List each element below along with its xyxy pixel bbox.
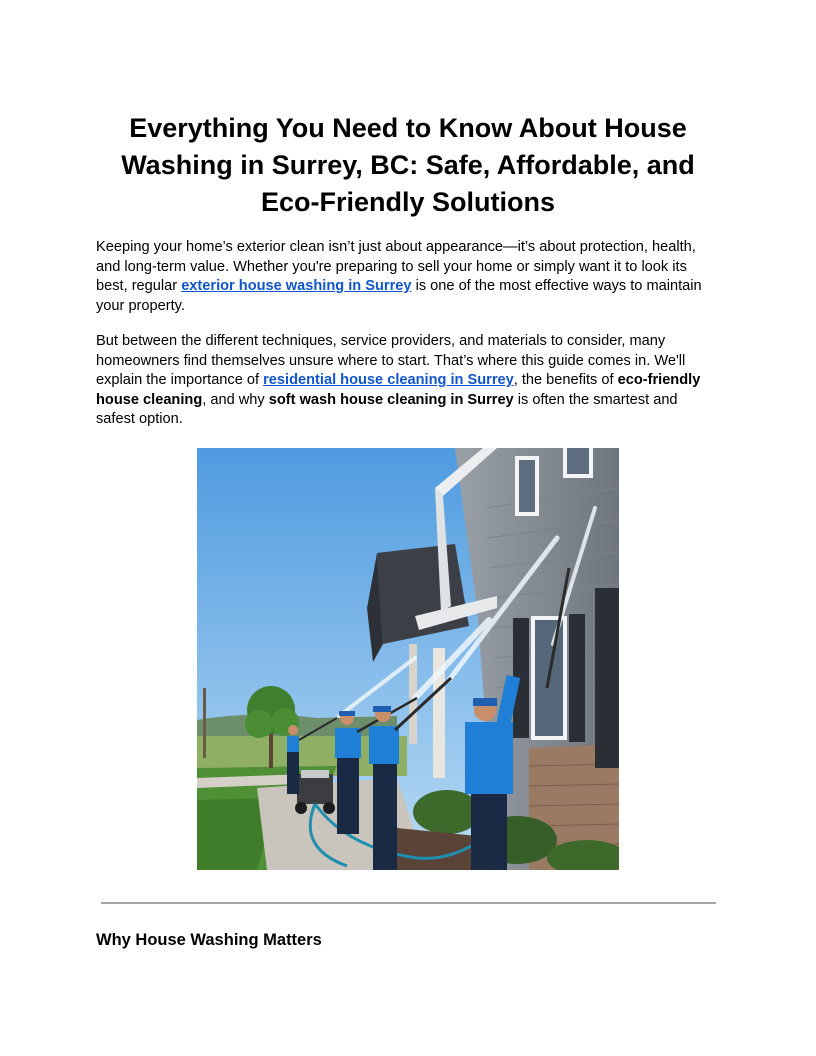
exterior-house-washing-link[interactable]: exterior house washing in Surrey	[181, 278, 412, 294]
house-washing-illustration	[197, 448, 619, 870]
guide-text-3: , and why	[202, 391, 269, 408]
residential-house-cleaning-link[interactable]: residential house cleaning in Surrey	[263, 372, 514, 388]
eco-friendly-bold: eco-friendly house cleaning	[96, 372, 701, 408]
guide-paragraph	[96, 332, 720, 430]
section-heading: Why House Washing Matters	[96, 931, 322, 949]
intro-text-2: is one of the most effective ways to maintain your property.	[96, 278, 702, 314]
guide-text-2: , the benefits of	[513, 372, 618, 388]
guide-text-4: is often the smartest and safest option.	[96, 391, 678, 427]
section-divider	[101, 902, 716, 904]
guide-text-1: But between the different techniques, service providers, and materials to consider, many homeowners find themselves unsure where to start. That’s where this guide comes in. We'll explain the importance of	[96, 333, 686, 388]
intro-paragraph	[96, 238, 720, 316]
intro-text-1: Keeping your home’s exterior clean isn’t just about appearance—it’s about protection, health, and long-term value. Whether you're preparing to sell your home or simply want it to look its best, regular	[96, 239, 696, 294]
page-title: Everything You Need to Know About House Washing in Surrey, BC: Safe, Affordable, and Eco-Friendly Solutions	[121, 113, 695, 217]
soft-wash-bold: soft wash house cleaning in Surrey	[268, 391, 514, 408]
house-washing-photo	[197, 448, 619, 870]
